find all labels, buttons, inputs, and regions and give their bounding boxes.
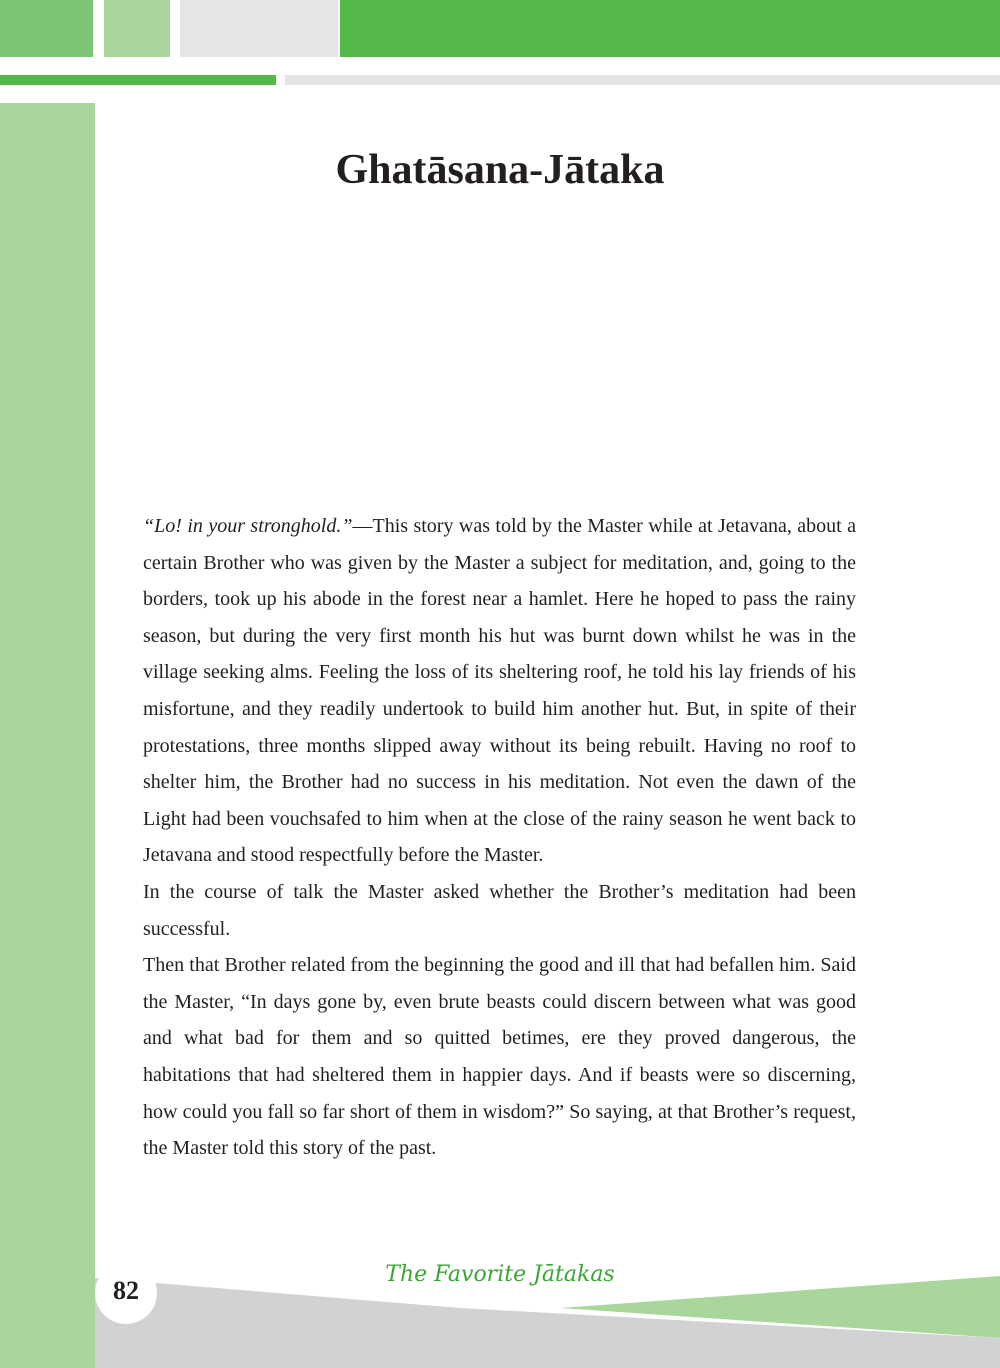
header-block-light-green [104, 0, 170, 57]
page-title: Ghatāsana-Jātaka [335, 147, 665, 193]
header-rule-green [0, 75, 276, 85]
story-body [143, 508, 856, 1167]
footer-wedge-left [0, 1260, 95, 1368]
header-rule-gray [285, 75, 1000, 85]
header-block-green [0, 0, 93, 57]
left-margin-bar [0, 103, 95, 1368]
page-number: 82 [113, 1276, 139, 1305]
paragraph-1 [143, 508, 856, 874]
header-block-gray [180, 0, 338, 57]
paragraph-2: In the course of talk the Master asked whether the Brother’s meditation had been successful. [143, 880, 856, 940]
lead-quote: “Lo! in your stronghold.” [143, 515, 353, 537]
footer-book-title: The Favorite Jātakas [385, 1262, 615, 1287]
paragraph-1-text: —This story was told by the Master while at Jetavana, about a certain Brother who was given by the Master a subject for meditation, and, going to the borders, took up his abode in the forest near a hamlet. Here he hoped to pass the rainy season, but during the very first month his hut was burnt down whilst he was in the village seeking alms. Feeling the loss of its sheltering roof, he told his lay friends of his misfortune, and they readily undertook to build him another hut. But, in spite of their protestations, three months slipped away without its being rebuilt. Having no roof to shelter him, the Brother had no success in his meditation. Not even the dawn of the Light had been vouchsafed to him when at the close of the rainy season he went back to Jetavana and stood respectfully before the Master. [143, 515, 856, 867]
header-bar-green [340, 0, 1000, 57]
paragraph-3: Then that Brother related from the beginning the good and ill that had befallen him. Said the Master, “In days gone by, even brute beasts could discern between what was good and what bad for them and so quitted betimes, ere they proved dangerous, the habitations that had sheltered them in happier days. And if beasts were so discerning, how could you fall so far short of them in wisdom?” So saying, at that Brother’s request, the Master told this story of the past. [143, 954, 856, 1160]
